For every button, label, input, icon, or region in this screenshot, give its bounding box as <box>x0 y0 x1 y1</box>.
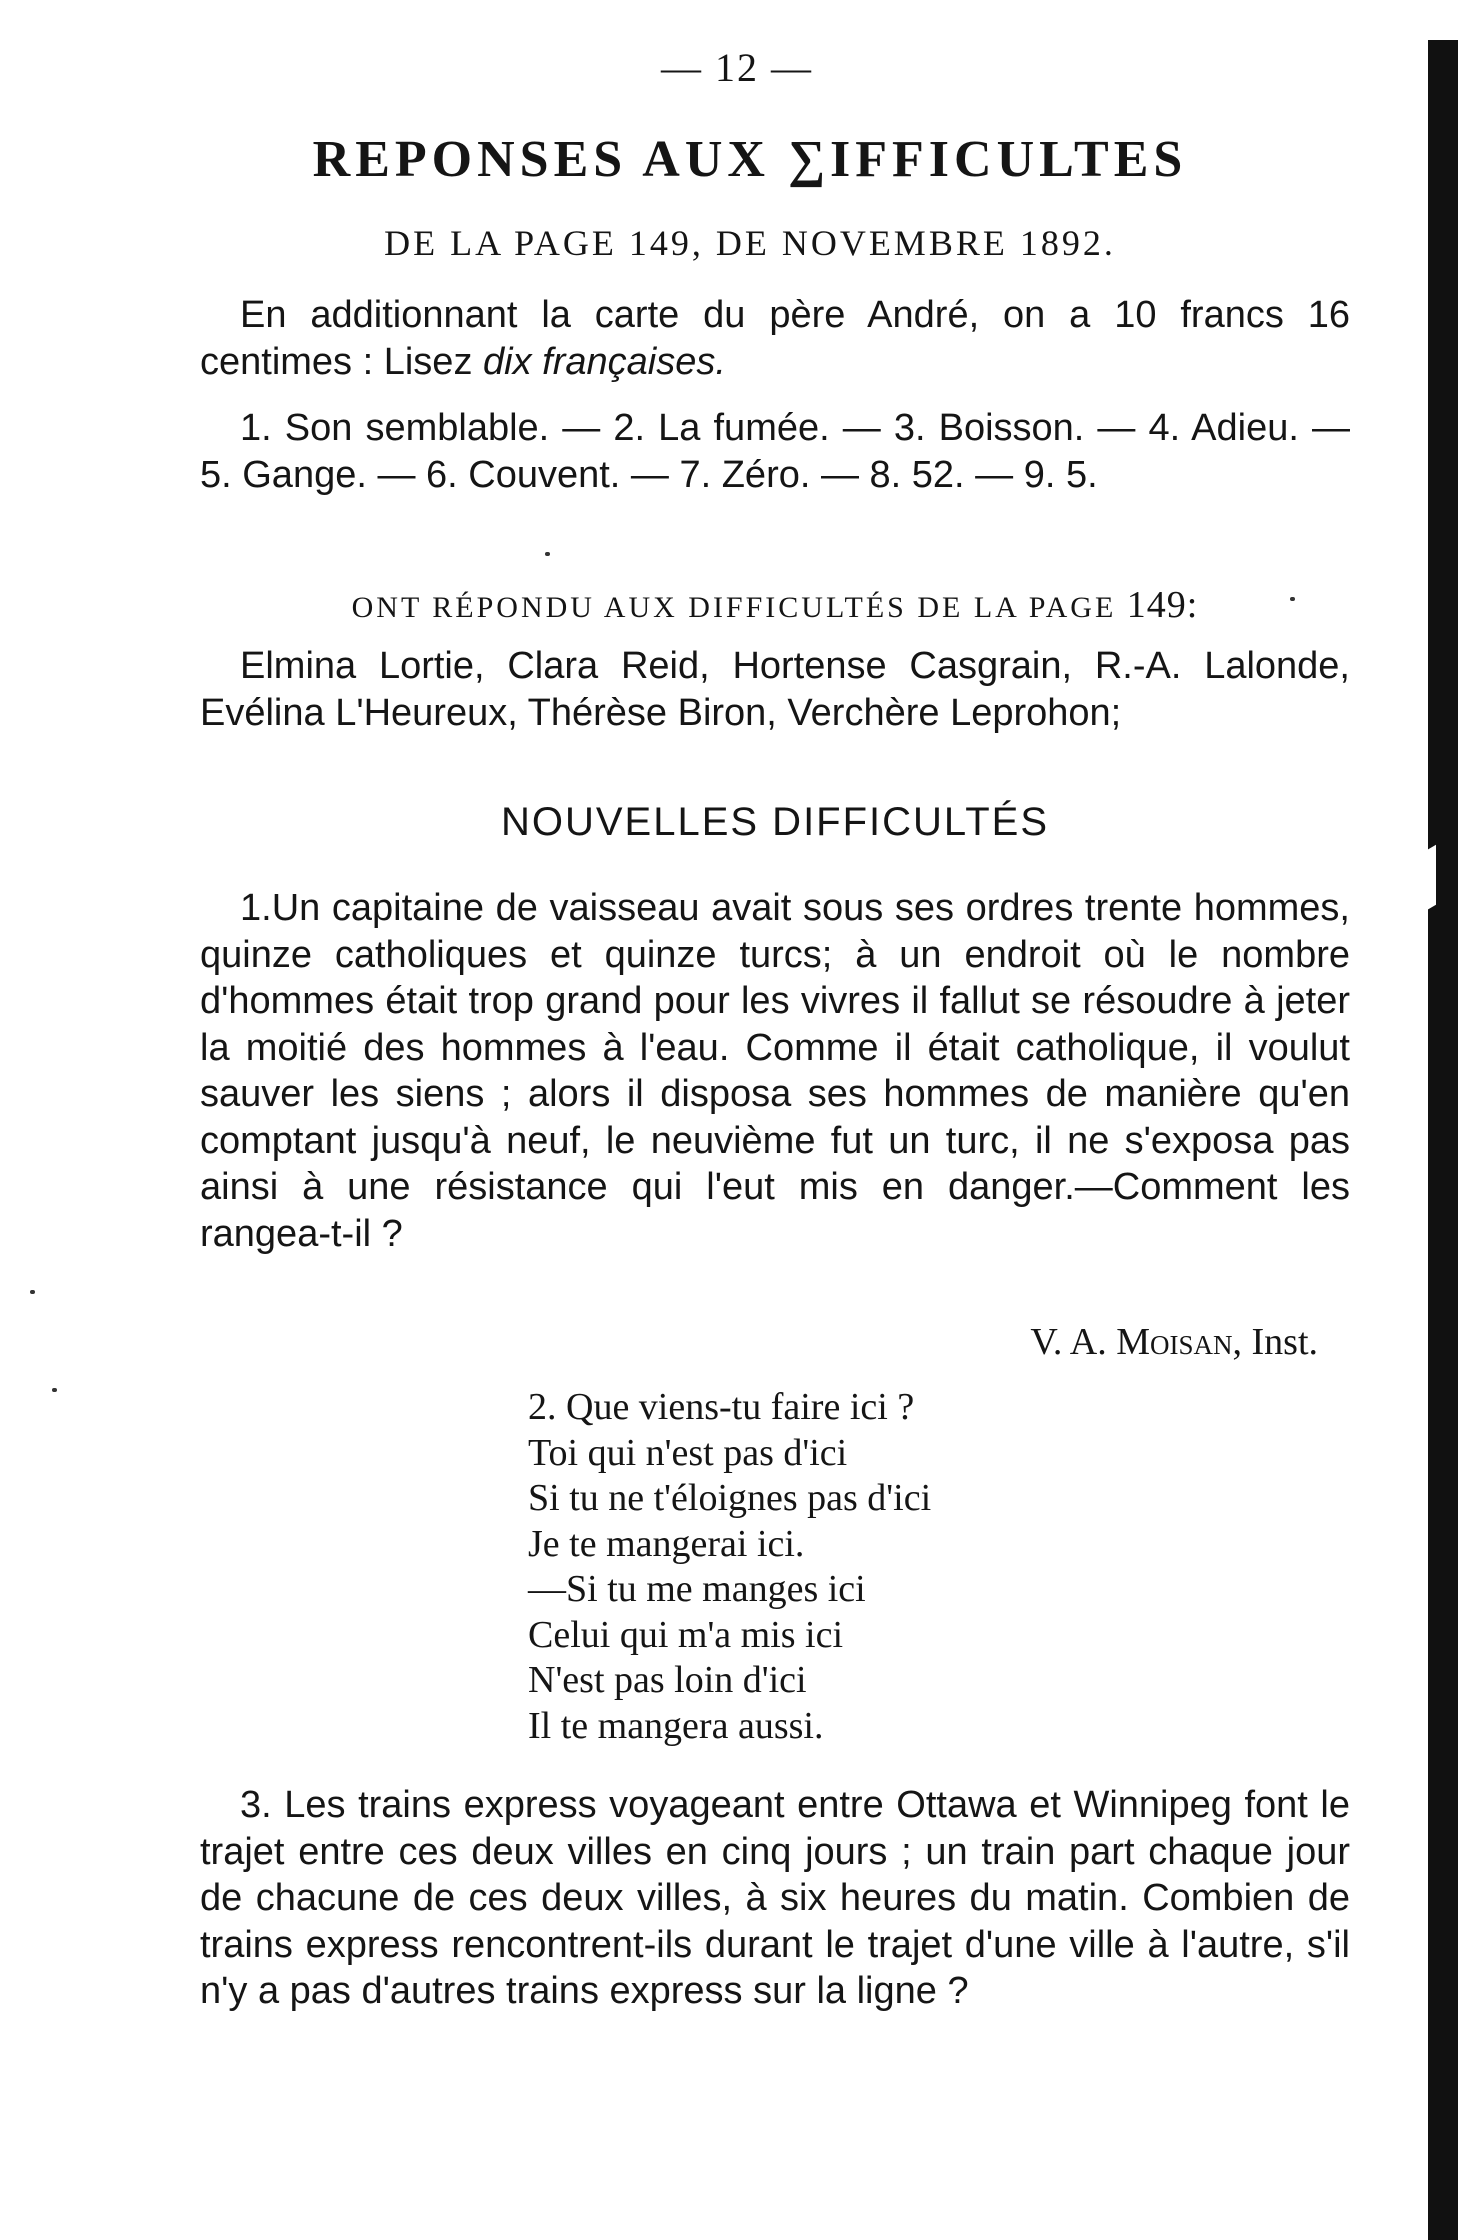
print-speck <box>545 552 550 556</box>
answered-section-title <box>200 583 1350 627</box>
poem-line: Toi qui n'est pas d'ici <box>528 1431 848 1474</box>
page-subtitle: DE LA PAGE 149, DE NOVEMBRE 1892. <box>384 223 1116 263</box>
signature-suffix: , Inst. <box>1232 1321 1318 1363</box>
poem-line: Je te mangerai ici. <box>528 1522 805 1565</box>
answers-paragraph: 1. Son semblable. — 2. La fumée. — 3. Boisson. — 4. Adieu. — 5. Gange. — 6. Couvent. — 7. Zéro. — 8. 52. — 9. 5. <box>200 407 1350 496</box>
page-number: — 12 — <box>661 45 813 90</box>
riddle-poem <box>528 1385 1348 1749</box>
poem-line: Il te mangera aussi. <box>528 1704 824 1747</box>
poem-line: —Si tu me manges ici <box>528 1568 866 1610</box>
intro-paragraph <box>200 292 1350 385</box>
page-edge-border <box>1428 40 1458 2240</box>
answered-title-number: 149: <box>1126 584 1199 626</box>
print-speck <box>30 1290 35 1294</box>
page-title: REPONSES AUX ∑IFFICULTES <box>312 131 1188 188</box>
answered-title-text: ONT RÉPONDU AUX DIFFICULTÉS DE LA PAGE <box>351 591 1127 624</box>
poem-line: 2. Que viens-tu faire ici ? <box>528 1386 915 1428</box>
intro-emphasis: dix françaises. <box>483 340 726 383</box>
print-speck <box>52 1388 57 1392</box>
problem-3-paragraph: 3. Les trains express voyageant entre Ottawa et Winnipeg font le trajet entre ces deux villes en cinq jours ; un train part chaque jour de chacune de ces deux villes, à six heures du matin. Combien de trains express rencontrent-ils durant le trajet d'une ville à l'autre, s'il n'y a pas d'autres trains express sur la ligne ? <box>200 1784 1350 2012</box>
new-difficulties-title: NOUVELLES DIFFICULTÉS <box>500 800 1050 844</box>
problem-1-paragraph: 1.Un capitaine de vaisseau avait sous ses ordres trente hommes, quinze catholiques et quinze turcs; à un endroit où le nombre d'hommes était trop grand pour les vivres il fallut se résoudre à jeter la moitié des hommes à l'eau. Comme il était catholique, il voulut sauver les siens ; alors il disposa ses hommes de manière qu'en comptant jusqu'à neuf, le neuvième fut un turc, il ne s'exposa pas ainsi à une résistance qui l'eut mis en danger.—Comment les rangea-t-il ? <box>200 887 1350 1255</box>
poem-line: N'est pas loin d'ici <box>528 1659 807 1701</box>
poem-line: Si tu ne t'éloignes pas d'ici <box>528 1477 932 1519</box>
signature-prefix: V. A. <box>1030 1321 1117 1363</box>
page-edge-tear <box>1418 845 1436 915</box>
intro-text: En additionnant la carte du père André, on a 10 francs 16 centimes : Lisez <box>200 294 1350 383</box>
signature-name: Moisan <box>1116 1321 1233 1363</box>
respondents-paragraph: Elmina Lortie, Clara Reid, Hortense Casgrain, R.-A. Lalonde, Evélina L'Heureux, Thérèse Biron, Verchère Leprohon; <box>200 645 1350 734</box>
author-signature <box>200 1320 1318 1364</box>
poem-line: Celui qui m'a mis ici <box>528 1613 844 1656</box>
